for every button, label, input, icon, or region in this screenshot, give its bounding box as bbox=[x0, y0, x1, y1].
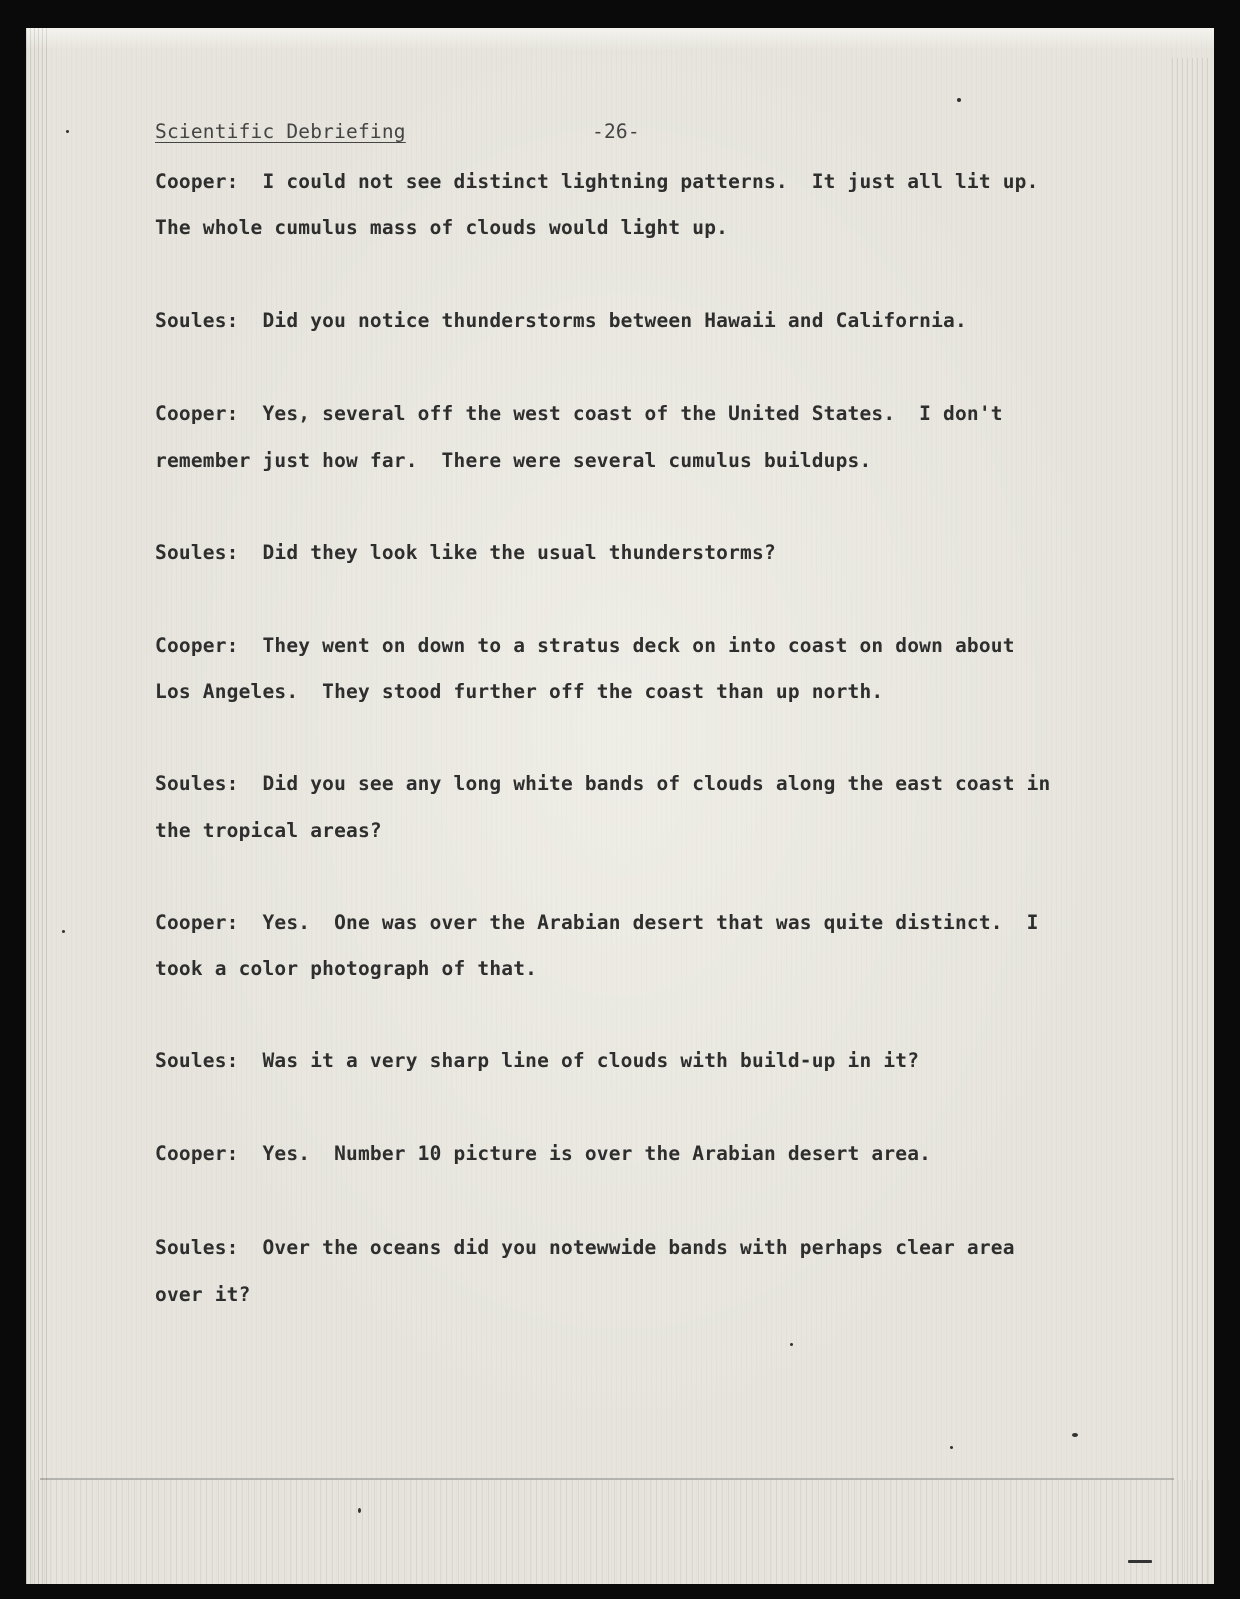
scan-speck bbox=[1128, 1560, 1152, 1563]
bottom-scan-band bbox=[26, 1480, 1214, 1584]
transcript-line: Soules: Did they look like the usual thunderstorms? bbox=[155, 541, 776, 564]
scan-speck bbox=[1072, 1433, 1078, 1437]
transcript-line: Soules: Was it a very sharp line of clouds with build-up in it? bbox=[155, 1049, 920, 1072]
scan-speck bbox=[950, 1446, 953, 1449]
transcript-line: remember just how far. There were several cumulus buildups. bbox=[155, 449, 872, 472]
paper-sheet bbox=[26, 28, 1214, 1584]
transcript-line: over it? bbox=[155, 1283, 251, 1306]
scan-speck bbox=[62, 930, 65, 933]
transcript-line: Cooper: Yes. One was over the Arabian desert that was quite distinct. I bbox=[155, 911, 1039, 934]
page-number: -26- bbox=[592, 120, 640, 143]
left-scan-edge bbox=[26, 28, 48, 1584]
scan-speck bbox=[66, 130, 69, 133]
scan-speck bbox=[358, 1508, 361, 1513]
sheet-top-edge bbox=[26, 28, 1214, 50]
transcript-line: Cooper: They went on down to a stratus deck on into coast on down about bbox=[155, 634, 1015, 657]
transcript-line: Soules: Did you see any long white bands of clouds along the east coast in bbox=[155, 772, 1051, 795]
document-title: Scientific Debriefing bbox=[155, 120, 406, 143]
right-scan-edge bbox=[1172, 58, 1212, 1584]
scan-speck bbox=[957, 98, 961, 102]
transcript-line: Soules: Did you notice thunderstorms between Hawaii and California. bbox=[155, 309, 967, 332]
transcript-line: Los Angeles. They stood further off the coast than up north. bbox=[155, 680, 884, 703]
scan-speck bbox=[790, 1343, 793, 1346]
transcript-line: Soules: Over the oceans did you notewwide bands with perhaps clear area bbox=[155, 1236, 1015, 1259]
transcript-line: Cooper: Yes, several off the west coast of the United States. I don't bbox=[155, 402, 1003, 425]
fold-line bbox=[40, 1478, 1174, 1480]
transcript-line: took a color photograph of that. bbox=[155, 957, 538, 980]
transcript-line: Cooper: Yes. Number 10 picture is over the Arabian desert area. bbox=[155, 1142, 932, 1165]
transcript-line: the tropical areas? bbox=[155, 819, 382, 842]
transcript-line: The whole cumulus mass of clouds would light up. bbox=[155, 216, 729, 239]
transcript-line: Cooper: I could not see distinct lightning patterns. It just all lit up. bbox=[155, 170, 1039, 193]
